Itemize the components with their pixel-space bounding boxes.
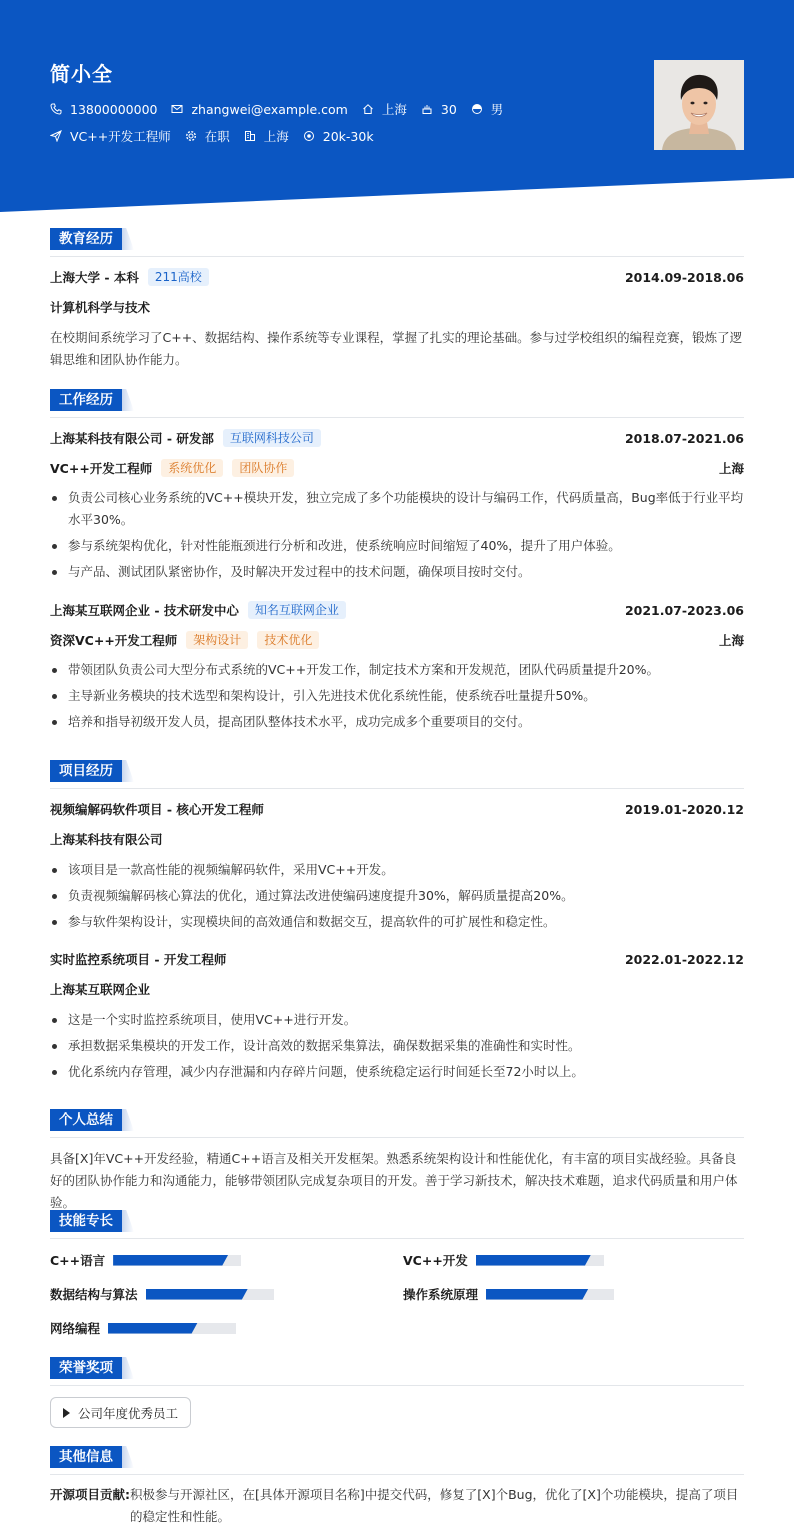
send-icon [50, 130, 62, 142]
work-city: 上海 [718, 461, 744, 476]
project-title-row [50, 950, 744, 968]
job-intent-row [50, 127, 388, 145]
company-name: 上海某互联网企业 - 技术研发中心 [50, 603, 239, 618]
list-item: 该项目是一款高性能的视频编解码软件，采用VC++开发。 [50, 859, 744, 881]
gender-text: 男 [490, 102, 504, 117]
school-name: 上海大学 - 本科 [50, 270, 139, 285]
award-name: 公司年度优秀员工 [78, 1405, 179, 1421]
city-item [244, 127, 289, 145]
section-decoration [122, 228, 134, 250]
list-item: 负责公司核心业务系统的VC++模块开发，独立完成了多个功能模块的设计与编码工作，代码质量高，Bug率低于行业平均水平30%。 [50, 487, 744, 531]
play-triangle-icon [63, 1408, 70, 1418]
resume-header [0, 0, 794, 212]
work-company-row [50, 429, 744, 447]
list-item: 负责视频编解码核心算法的优化，通过算法改进使编码速度提升30%，解码质量提高20%。 [50, 885, 744, 907]
company-name: 上海某科技有限公司 - 研发部 [50, 431, 214, 446]
section-title-awards [50, 1357, 744, 1379]
divider [50, 1474, 744, 1475]
section-label: 荣誉奖项 [50, 1357, 122, 1379]
list-item: 参与软件架构设计，实现模块间的高效通信和数据交互，提高软件的可扩展性和稳定性。 [50, 911, 744, 933]
skill-bar [113, 1255, 241, 1266]
work-bullets [50, 659, 744, 737]
work-company-row [50, 601, 744, 619]
email-item [171, 102, 347, 117]
skill-name: 网络编程 [50, 1321, 101, 1336]
skill-bar [476, 1255, 604, 1266]
role-name: VC++开发工程师 [50, 461, 153, 476]
project-title-row [50, 800, 744, 818]
skill-bar-fill [486, 1289, 588, 1300]
section-decoration [122, 1357, 134, 1379]
work-role-row [50, 459, 744, 477]
education-description: 在校期间系统学习了C++、数据结构、操作系统等专业课程，掌握了扎实的理论基础。参与过学校组织的编程竞赛，锻炼了逻辑思维和团队协作能力。 [50, 330, 743, 367]
section-title-skills [50, 1210, 744, 1232]
project-company: 上海某互联网企业 [50, 982, 151, 997]
cake-icon [421, 103, 433, 115]
skill-name: VC++开发 [403, 1253, 468, 1268]
education-header-row [50, 268, 744, 286]
mail-icon [171, 103, 183, 115]
education-date: 2014.09-2018.06 [624, 269, 744, 285]
skill-name: 数据结构与算法 [50, 1287, 138, 1302]
divider [50, 1137, 744, 1138]
phone-text: 13800000000 [70, 101, 158, 117]
section-label: 工作经历 [50, 389, 122, 411]
section-decoration [122, 760, 134, 782]
role-name: 资深VC++开发工程师 [50, 633, 178, 648]
skill-bar [486, 1289, 614, 1300]
role-tag: 架构设计 [186, 631, 248, 649]
home-icon [362, 103, 374, 115]
role-tag: 系统优化 [161, 459, 223, 477]
target-icon [303, 130, 315, 142]
phone-icon [50, 103, 62, 115]
section-decoration [122, 1446, 134, 1468]
phone-item [50, 102, 157, 117]
status-item [185, 127, 230, 145]
divider [50, 1238, 744, 1239]
divider [50, 256, 744, 257]
work-role-row [50, 631, 744, 649]
skill-bar-fill [113, 1255, 228, 1266]
list-item: 带领团队负责公司大型分布式系统的VC++开发工作，制定技术方案和开发规范，团队代码质量提升20%。 [50, 659, 744, 681]
age-text: 30 [440, 101, 457, 117]
list-item: 承担数据采集模块的开发工作，设计高效的数据采集算法，确保数据采集的准确性和实时性。 [50, 1035, 744, 1057]
list-item: 这是一个实时监控系统项目，使用VC++进行开发。 [50, 1009, 744, 1031]
section-decoration [122, 1109, 134, 1131]
skill-bar [146, 1289, 274, 1300]
section-title-work [50, 389, 744, 411]
status-text: 在职 [204, 129, 230, 144]
major-row [50, 298, 744, 316]
project-bullets [50, 1009, 744, 1087]
other-info-value: 积极参与开源社区，在[具体开源项目名称]中提交代码，修复了[X]个Bug，优化了[X]个功能模块，提高了项目的稳定性和性能。 [130, 1487, 739, 1524]
company-tag: 知名互联网企业 [248, 601, 346, 619]
project-title: 视频编解码软件项目 - 核心开发工程师 [50, 802, 264, 817]
section-title-projects [50, 760, 744, 782]
section-label: 技能专长 [50, 1210, 122, 1232]
summary-text: 具备[X]年VC++开发经验，精通C++语言及相关开发框架。熟悉系统架构设计和性能优化，有丰富的项目实战经验。具备良好的团队协作能力和沟通能力，能够带领团队完成复杂项目的开发。善于学习新技术，解决技术难题，追求代码质量和用户体验。 [50, 1151, 738, 1210]
work-date: 2018.07-2021.06 [624, 430, 744, 446]
city-text: 上海 [263, 129, 289, 144]
other-info-row [50, 1484, 744, 1528]
school-tag: 211高校 [148, 268, 209, 286]
gender-icon [471, 103, 483, 115]
section-decoration [122, 389, 134, 411]
gender-item [471, 100, 504, 118]
work-date: 2021.07-2023.06 [624, 602, 744, 618]
skill-bar-fill [476, 1255, 591, 1266]
project-bullets [50, 859, 744, 937]
skill-name: 操作系统原理 [403, 1287, 479, 1302]
major-name: 计算机科学与技术 [50, 300, 151, 315]
skill-item [50, 1285, 274, 1303]
skill-bar-fill [146, 1289, 248, 1300]
project-date: 2019.01-2020.12 [624, 801, 744, 817]
email-text: zhangwei@example.com [191, 101, 348, 117]
skill-bar [108, 1323, 236, 1334]
project-company-row [50, 830, 744, 848]
section-label: 个人总结 [50, 1109, 122, 1131]
project-company-row [50, 980, 744, 998]
section-title-other [50, 1446, 744, 1468]
job-item [50, 127, 171, 145]
work-city: 上海 [718, 633, 744, 648]
salary-item [303, 129, 374, 144]
location-item [362, 100, 407, 118]
work-bullets [50, 487, 744, 587]
role-tag: 团队协作 [232, 459, 294, 477]
avatar [654, 60, 744, 150]
section-title-education [50, 228, 744, 250]
project-date: 2022.01-2022.12 [624, 951, 744, 967]
avatar-portrait [654, 60, 744, 150]
gear-icon [185, 130, 197, 142]
project-title: 实时监控系统项目 - 开发工程师 [50, 952, 227, 967]
salary-text: 20k-30k [322, 128, 374, 144]
divider [50, 788, 744, 789]
candidate-name: 简小全 [50, 62, 113, 86]
list-item: 培养和指导初级开发人员，提高团队整体技术水平，成功完成多个重要项目的交付。 [50, 711, 744, 733]
other-info-key: 开源项目贡献: [50, 1487, 130, 1502]
divider [50, 417, 744, 418]
section-title-summary [50, 1109, 744, 1131]
age-item [421, 102, 457, 117]
role-tag: 技术优化 [257, 631, 319, 649]
location-text: 上海 [381, 102, 407, 117]
list-item: 与产品、测试团队紧密协作，及时解决开发过程中的技术问题，确保项目按时交付。 [50, 561, 744, 583]
job-text: VC++开发工程师 [70, 129, 171, 144]
section-decoration [122, 1210, 134, 1232]
contact-row [50, 100, 517, 118]
section-label: 项目经历 [50, 760, 122, 782]
list-item: 主导新业务模块的技术选型和架构设计，引入先进技术优化系统性能，使系统吞吐量提升50%。 [50, 685, 744, 707]
section-label: 教育经历 [50, 228, 122, 250]
list-item: 优化系统内存管理，减少内存泄漏和内存碎片问题，使系统稳定运行时间延长至72小时以上。 [50, 1061, 744, 1083]
skill-item [403, 1251, 604, 1269]
section-label: 其他信息 [50, 1446, 122, 1468]
project-company: 上海某科技有限公司 [50, 832, 163, 847]
skill-item [403, 1285, 614, 1303]
list-item: 参与系统架构优化，针对性能瓶颈进行分析和改进，使系统响应时间缩短了40%，提升了用户体验。 [50, 535, 744, 557]
divider [50, 1385, 744, 1386]
skill-bar-fill [108, 1323, 198, 1334]
skill-item [50, 1319, 236, 1337]
building-icon [244, 130, 256, 142]
award-chip [50, 1397, 191, 1428]
skill-name: C++语言 [50, 1253, 106, 1268]
company-tag: 互联网科技公司 [223, 429, 321, 447]
skill-item [50, 1251, 241, 1269]
